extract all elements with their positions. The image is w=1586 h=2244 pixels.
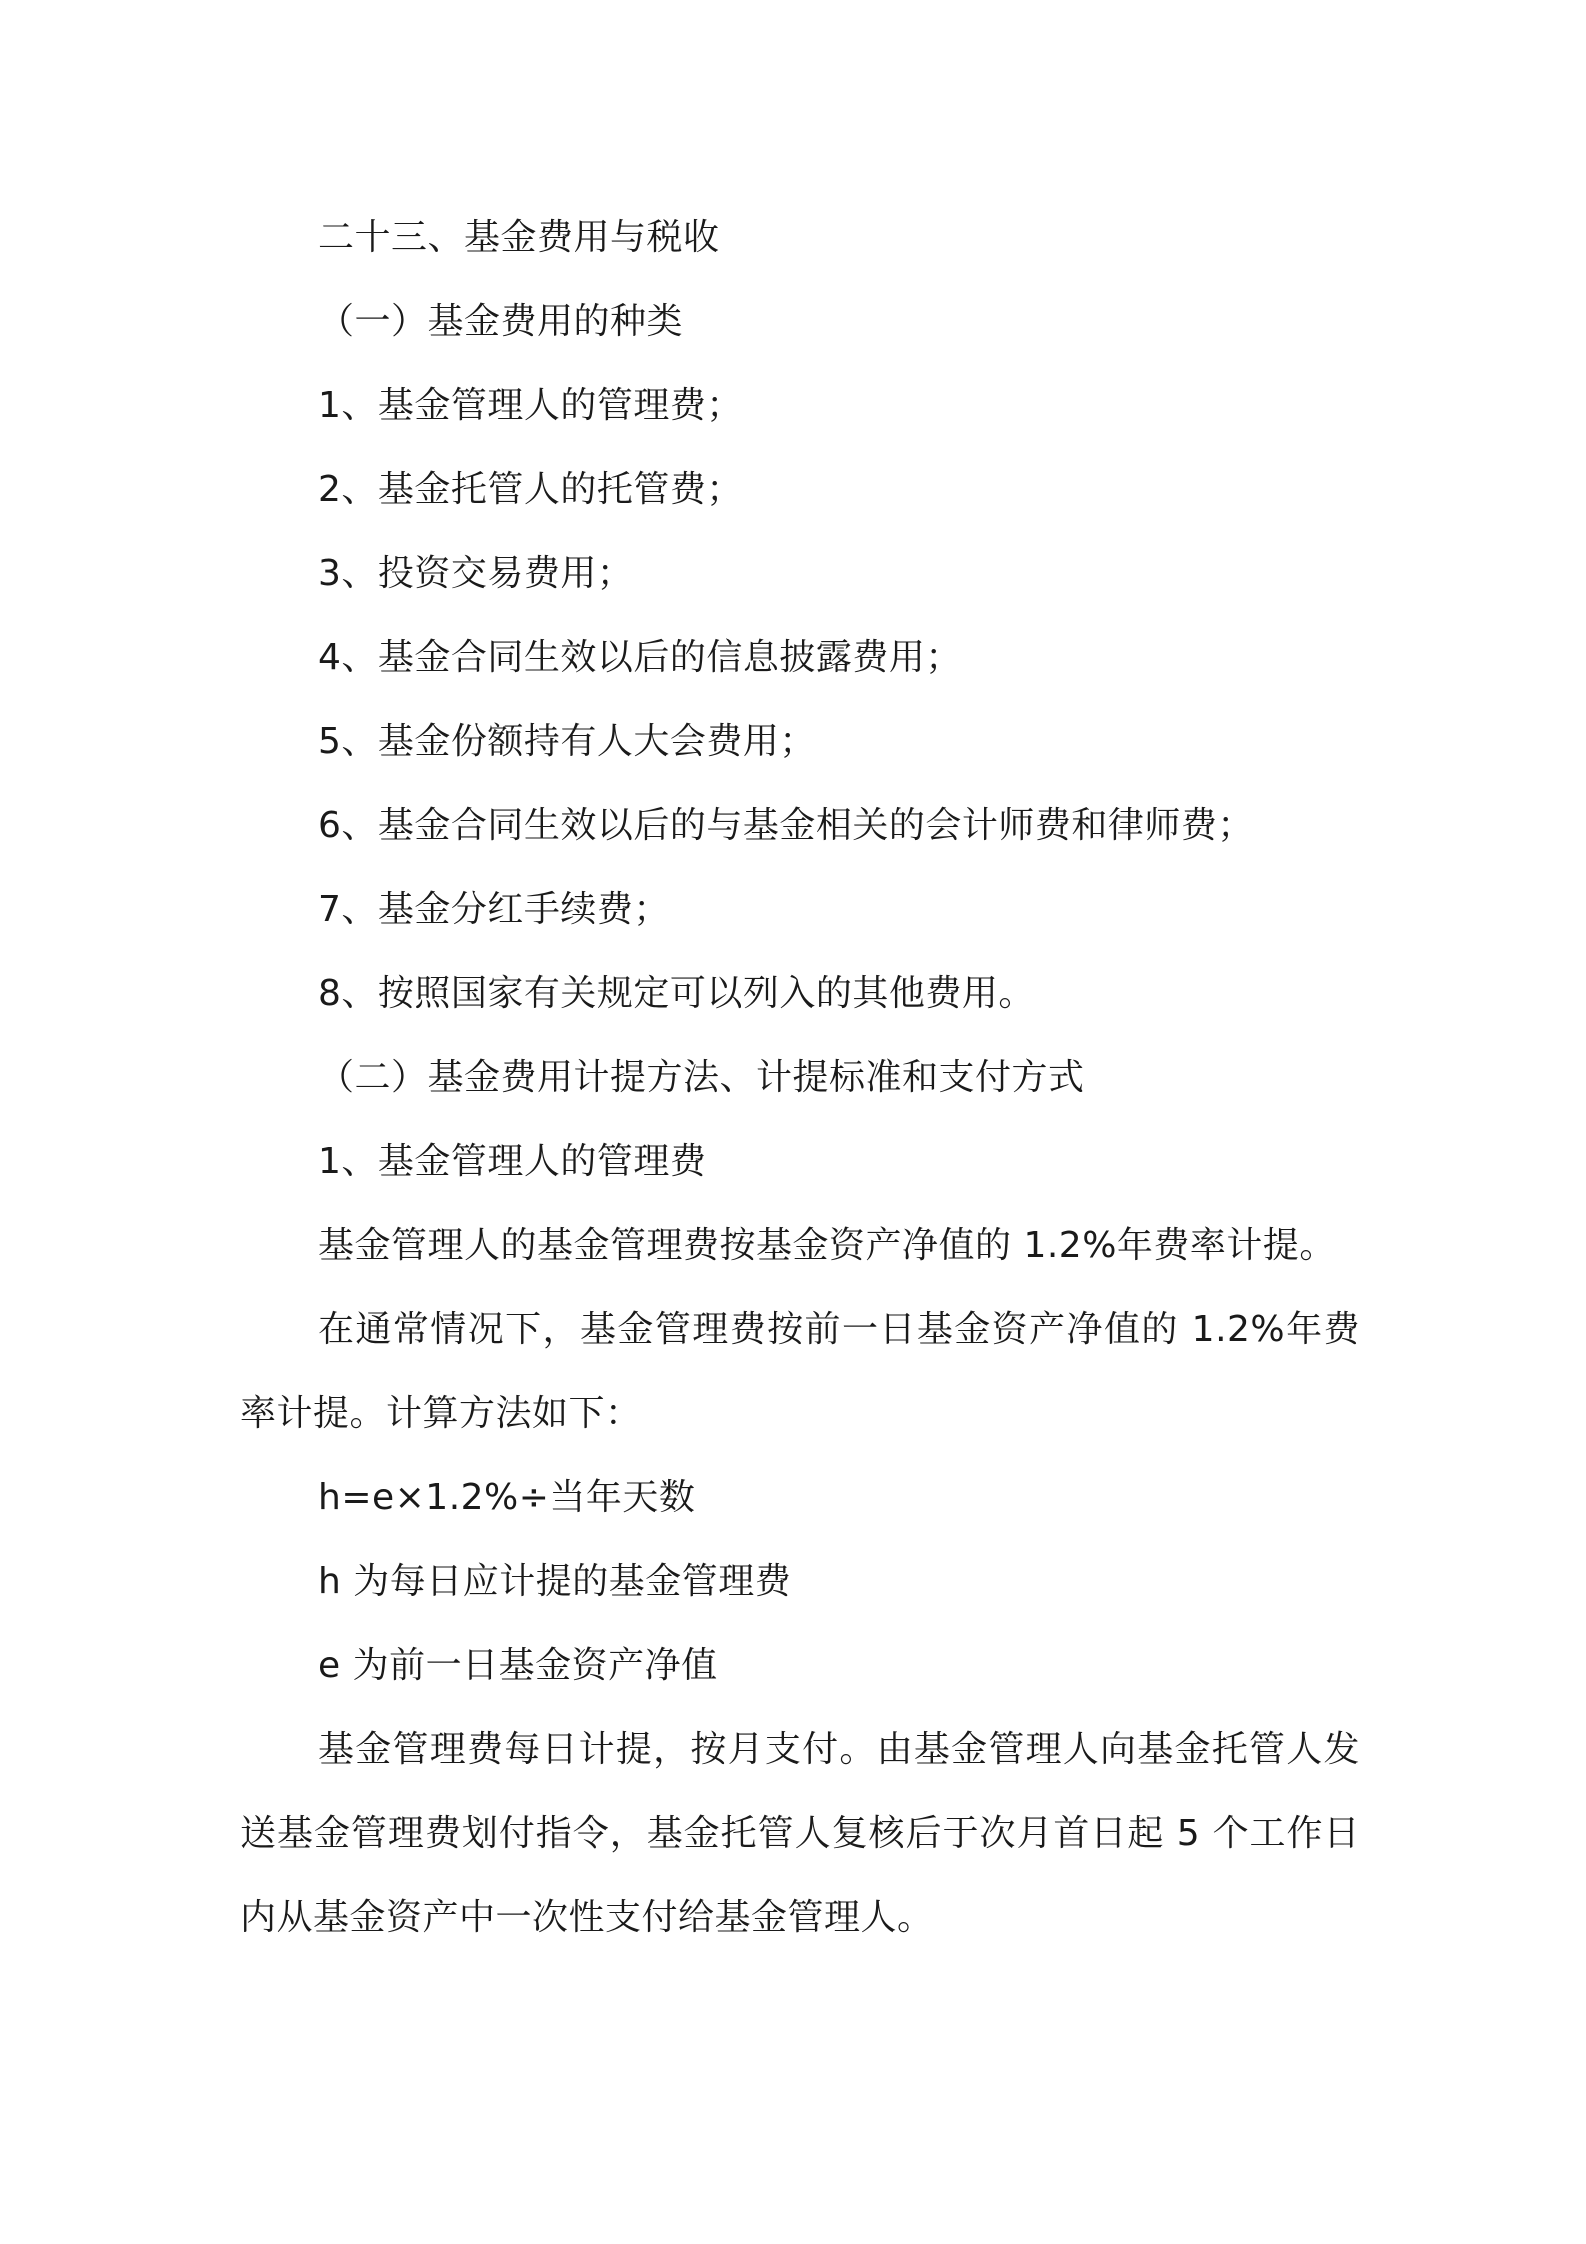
subsection-heading-fee-methods: （二）基金费用计提方法、计提标准和支付方式	[318, 1057, 1085, 1098]
formula-definition-e: e 为前一日基金资产净值	[318, 1645, 718, 1686]
subsection-heading-fee-types: （一）基金费用的种类	[318, 301, 684, 342]
fee-type-item: 6、基金合同生效以后的与基金相关的会计师费和律师费；	[318, 805, 1254, 846]
management-fee-rate-paragraph: 基金管理人的基金管理费按基金资产净值的 1.2%年费率计提。	[318, 1225, 1336, 1266]
section-title: 二十三、基金费用与税收	[318, 217, 720, 258]
fee-type-item: 2、基金托管人的托管费；	[318, 469, 743, 510]
fee-type-item: 3、投资交易费用；	[318, 553, 634, 594]
payment-paragraph: 基金管理费每日计提，按月支付。由基金管理人向基金托管人发送基金管理费划付指令，基金托管人复核后于次月首日起 5 个工作日内从基金资产中一次性支付给基金管理人。	[240, 1729, 1360, 1938]
fee-type-item: 8、按照国家有关规定可以列入的其他费用。	[318, 973, 1035, 1014]
document-body	[240, 196, 1360, 1960]
fee-formula: h=e×1.2%÷当年天数	[318, 1477, 696, 1518]
fee-type-item: 5、基金份额持有人大会费用；	[318, 721, 816, 762]
formula-definition-h: h 为每日应计提的基金管理费	[318, 1561, 792, 1602]
management-fee-heading: 1、基金管理人的管理费	[318, 1141, 707, 1182]
fee-type-item: 4、基金合同生效以后的信息披露费用；	[318, 637, 962, 678]
fee-type-item: 7、基金分红手续费；	[318, 889, 670, 930]
normal-circumstances-paragraph: 在通常情况下，基金管理费按前一日基金资产净值的 1.2%年费率计提。计算方法如下：	[240, 1309, 1360, 1434]
fee-type-item: 1、基金管理人的管理费；	[318, 385, 743, 426]
